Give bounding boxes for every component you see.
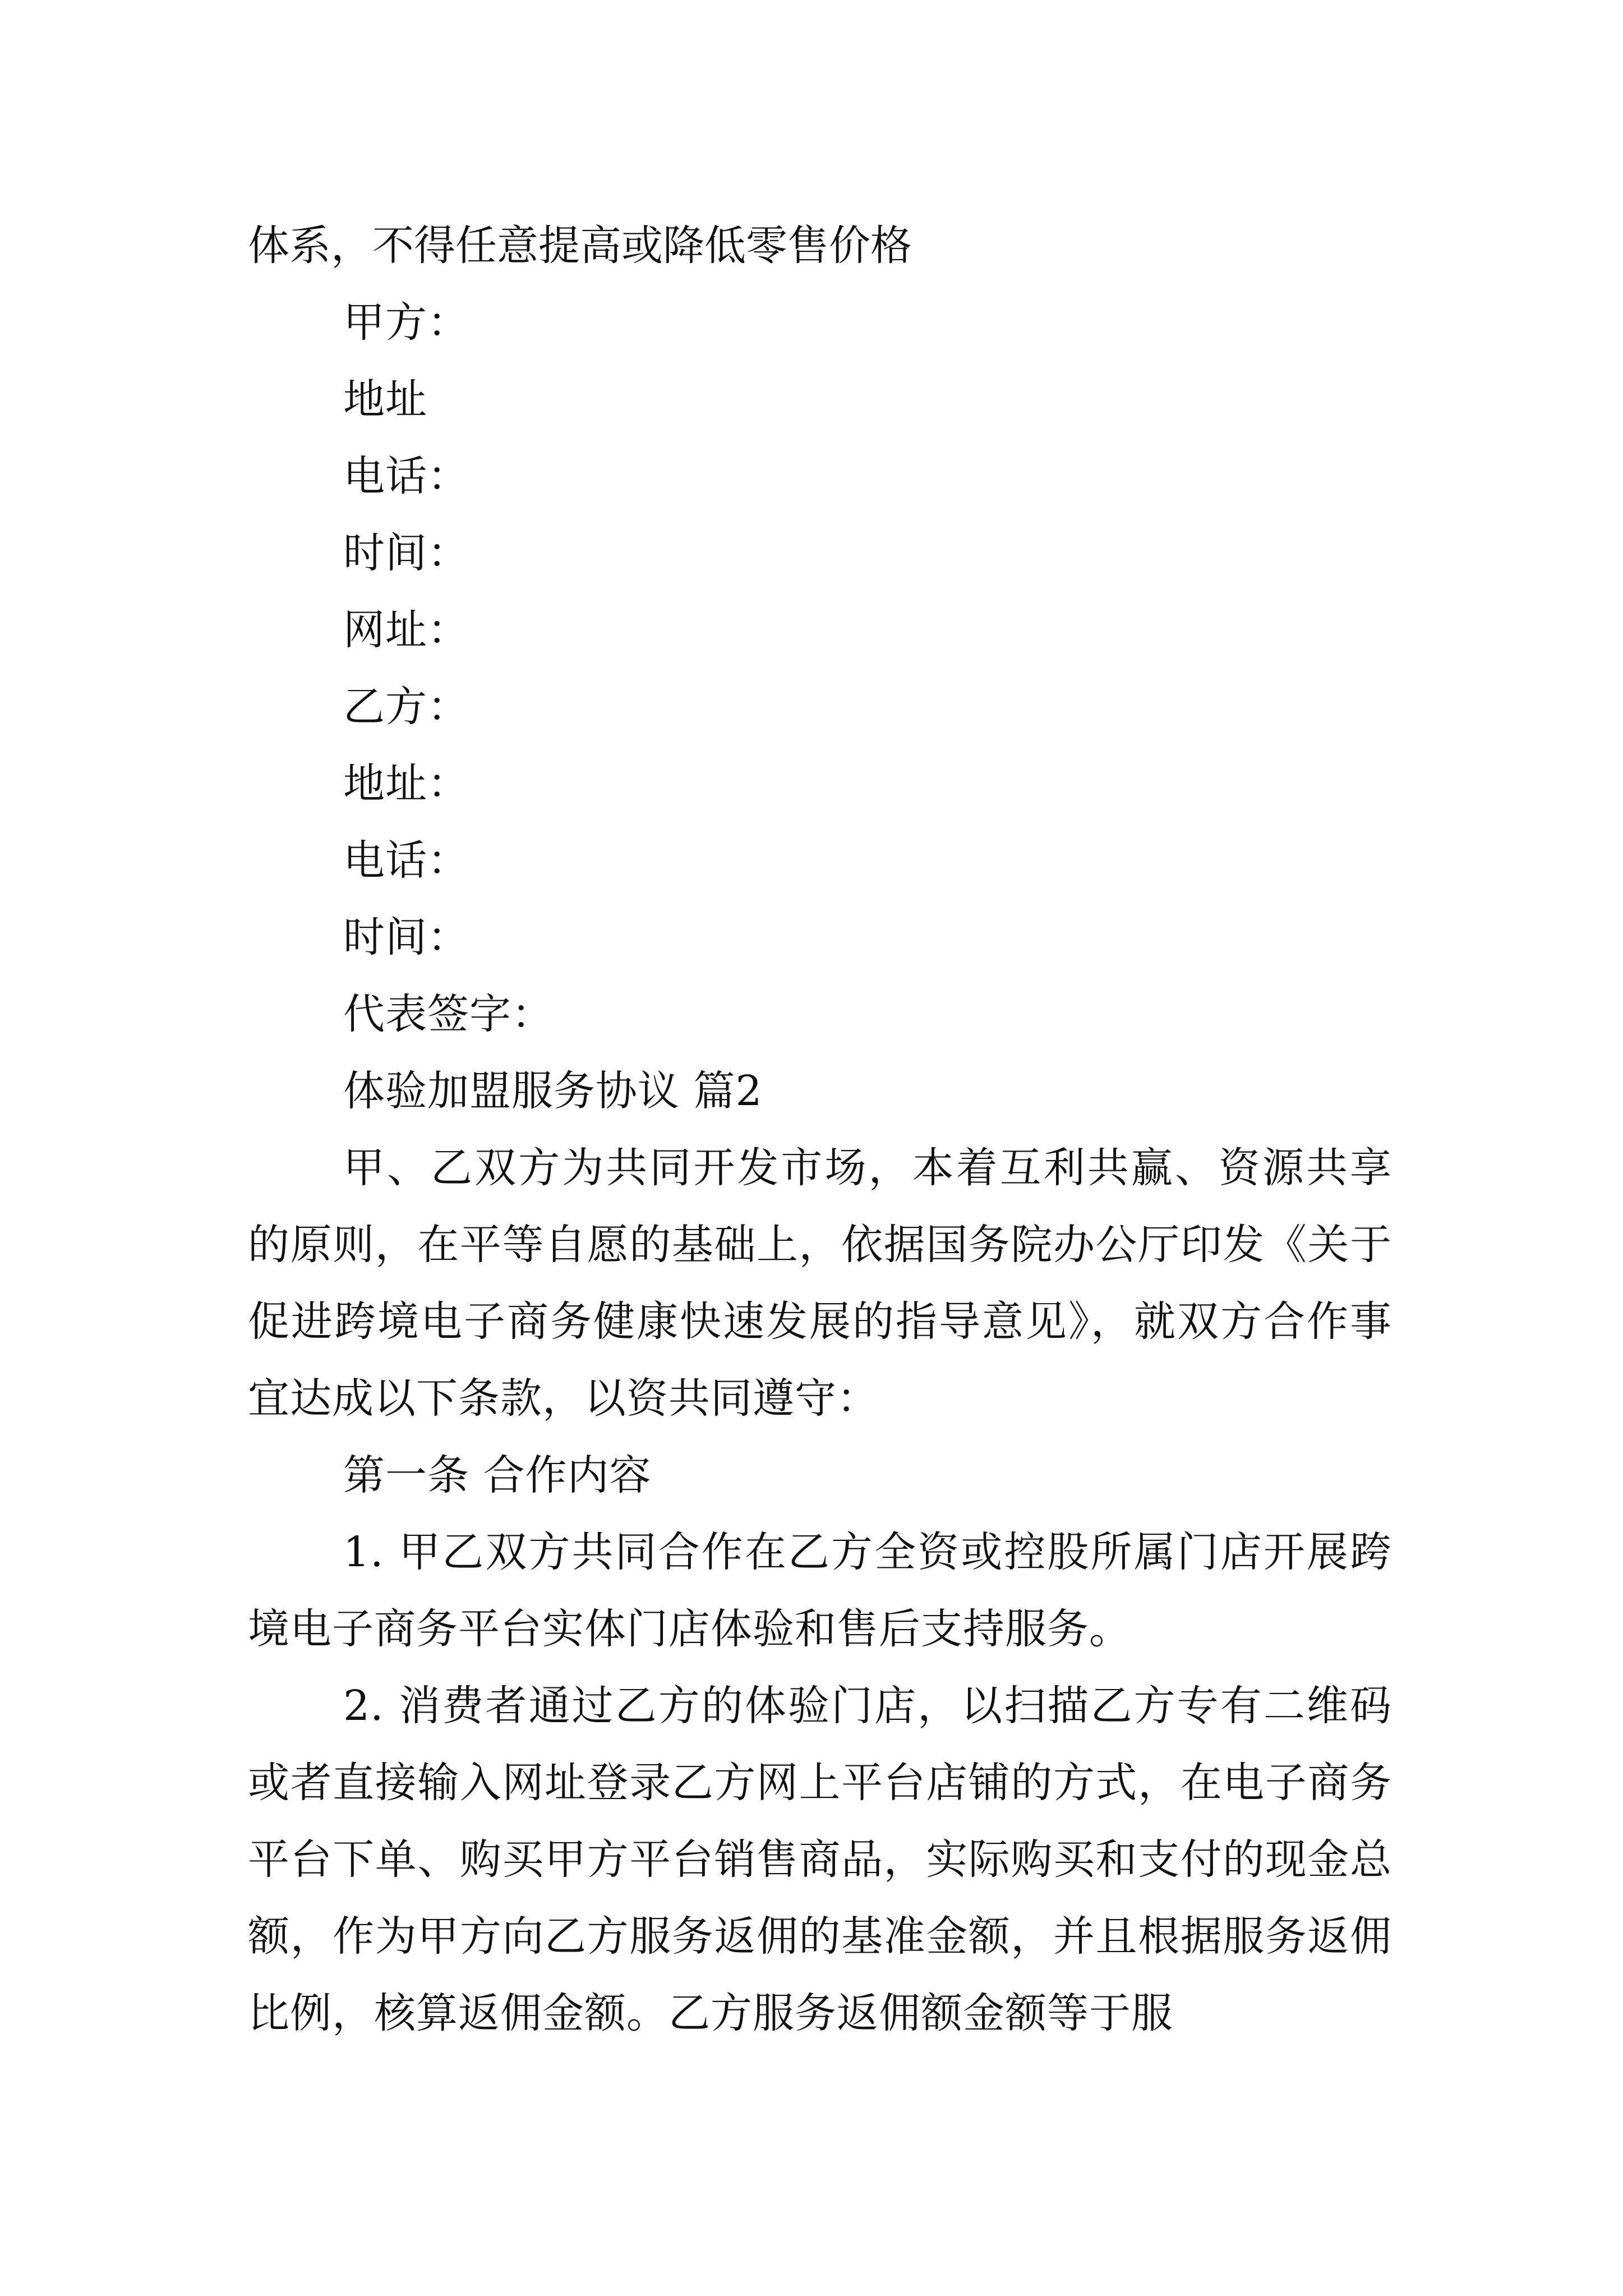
field-label-time: 时间： bbox=[343, 529, 469, 577]
document-body bbox=[248, 208, 1392, 2052]
field-label-address: 地址 bbox=[343, 375, 427, 424]
paragraph-clause-2: 2. 消费者通过乙方的体验门店，以扫描乙方专有二维码或者直接输入网址登录乙方网上平台店铺的方式，在电子商务平台下单、购买甲方平台销售商品，实际购买和支付的现金总额，作为甲方向乙方服务返佣的基准金额，并且根据服务返佣比例，核算返佣金额。乙方服务返佣额金额等于服 bbox=[248, 1682, 1392, 2037]
field-label-address-b: 地址： bbox=[343, 760, 469, 808]
field-label-time-b: 时间： bbox=[343, 913, 469, 961]
field-label-signature: 代表签字： bbox=[343, 990, 554, 1038]
field-label-phone-b: 电话： bbox=[343, 836, 469, 885]
field-label-website: 网址： bbox=[343, 606, 469, 654]
section-title: 体验加盟服务协议 篇2 bbox=[343, 1067, 763, 1115]
paragraph-intro: 甲、乙双方为共同开发市场，本着互利共赢、资源共享的原则，在平等自愿的基础上，依据国务院办公厅印发《关于促进跨境电子商务健康快速发展的指导意见》，就双方合作事宜达成以下条款，以资共同遵守： bbox=[248, 1144, 1392, 1423]
paragraph-clause-1: 1. 甲乙双方共同合作在乙方全资或控股所属门店开展跨境电子商务平台实体门店体验和售后支持服务。 bbox=[248, 1528, 1392, 1653]
field-label-phone: 电话： bbox=[343, 452, 469, 500]
article-heading: 第一条 合作内容 bbox=[343, 1451, 652, 1499]
field-label-party-b: 乙方： bbox=[343, 683, 469, 731]
field-label-party-a: 甲方： bbox=[343, 298, 469, 347]
text-line: 体系，不得任意提高或降低零售价格 bbox=[248, 222, 912, 270]
